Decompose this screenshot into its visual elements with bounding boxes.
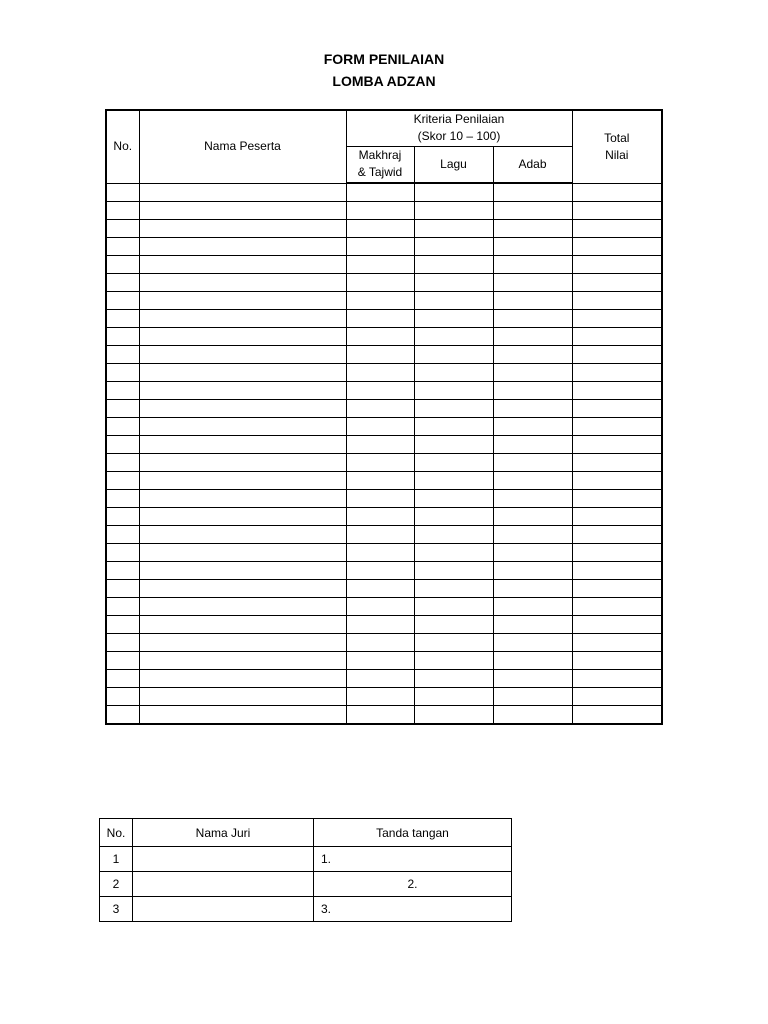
jury-header-signature: Tanda tangan: [314, 819, 512, 847]
table-row: [106, 634, 662, 652]
jury-name-cell[interactable]: [133, 897, 314, 922]
lagu-score-cell[interactable]: [414, 670, 493, 688]
row-no-cell[interactable]: [106, 346, 139, 364]
makhraj-score-cell[interactable]: [346, 310, 414, 328]
jury-row: [100, 872, 512, 897]
adab-score-cell[interactable]: [493, 418, 572, 436]
row-no-cell[interactable]: [106, 616, 139, 634]
table-row: [106, 238, 662, 256]
participant-name-cell[interactable]: [139, 454, 346, 472]
makhraj-score-cell[interactable]: [346, 382, 414, 400]
row-no-cell[interactable]: [106, 598, 139, 616]
total-score-cell[interactable]: [572, 598, 662, 616]
adab-score-cell[interactable]: [493, 688, 572, 706]
total-score-cell[interactable]: [572, 328, 662, 346]
participant-name-cell[interactable]: [139, 490, 346, 508]
participant-name-cell[interactable]: [139, 364, 346, 382]
row-no-cell[interactable]: [106, 670, 139, 688]
total-score-cell[interactable]: [572, 292, 662, 310]
row-no-cell[interactable]: [106, 688, 139, 706]
adab-score-cell[interactable]: [493, 670, 572, 688]
scoring-table-body: [106, 183, 662, 724]
adab-score-cell[interactable]: [493, 526, 572, 544]
row-no-cell[interactable]: [106, 202, 139, 220]
makhraj-score-cell[interactable]: [346, 328, 414, 346]
table-row: [106, 436, 662, 454]
header-score-range: (Skor 10 – 100): [417, 129, 501, 144]
participant-name-cell[interactable]: [139, 652, 346, 670]
makhraj-score-cell[interactable]: [346, 256, 414, 274]
adab-score-cell[interactable]: [493, 364, 572, 382]
total-score-cell[interactable]: [572, 436, 662, 454]
table-row: [106, 598, 662, 616]
table-row: [106, 346, 662, 364]
jury-row-no: 3: [100, 897, 133, 922]
participant-name-cell[interactable]: [139, 706, 346, 725]
jury-name-cell[interactable]: [133, 847, 314, 872]
makhraj-score-cell[interactable]: [346, 346, 414, 364]
adab-score-cell[interactable]: [493, 580, 572, 598]
makhraj-score-cell[interactable]: [346, 544, 414, 562]
adab-score-cell[interactable]: [493, 544, 572, 562]
total-score-cell[interactable]: [572, 238, 662, 256]
makhraj-score-cell[interactable]: [346, 418, 414, 436]
total-score-cell[interactable]: [572, 652, 662, 670]
table-row: [106, 580, 662, 598]
scoring-table: [105, 109, 663, 725]
total-score-cell[interactable]: [572, 274, 662, 292]
jury-signature-cell[interactable]: 1.: [314, 847, 512, 872]
row-no-cell[interactable]: [106, 562, 139, 580]
jury-header-name: Nama Juri: [133, 819, 314, 847]
total-score-cell[interactable]: [572, 256, 662, 274]
header-lagu: Lagu: [414, 146, 493, 183]
row-no-cell[interactable]: [106, 292, 139, 310]
adab-score-cell[interactable]: [493, 202, 572, 220]
adab-score-cell[interactable]: [493, 400, 572, 418]
makhraj-score-cell[interactable]: [346, 598, 414, 616]
table-row: [106, 526, 662, 544]
total-score-cell[interactable]: [572, 310, 662, 328]
lagu-score-cell[interactable]: [414, 418, 493, 436]
participant-name-cell[interactable]: [139, 544, 346, 562]
header-makhraj-line2: & Tajwid: [357, 165, 403, 180]
header-total: [572, 110, 662, 183]
adab-score-cell[interactable]: [493, 328, 572, 346]
adab-score-cell[interactable]: [493, 490, 572, 508]
lagu-score-cell[interactable]: [414, 220, 493, 238]
lagu-score-cell[interactable]: [414, 472, 493, 490]
adab-score-cell[interactable]: [493, 382, 572, 400]
lagu-score-cell[interactable]: [414, 328, 493, 346]
total-score-cell[interactable]: [572, 382, 662, 400]
participant-name-cell[interactable]: [139, 436, 346, 454]
makhraj-score-cell[interactable]: [346, 220, 414, 238]
total-score-cell[interactable]: [572, 202, 662, 220]
total-score-cell[interactable]: [572, 508, 662, 526]
total-score-cell[interactable]: [572, 526, 662, 544]
makhraj-score-cell[interactable]: [346, 508, 414, 526]
table-row: [106, 418, 662, 436]
table-row: [106, 310, 662, 328]
table-row: [106, 183, 662, 202]
jury-signature-cell[interactable]: 3.: [314, 897, 512, 922]
table-row: [106, 688, 662, 706]
total-score-cell[interactable]: [572, 364, 662, 382]
participant-name-cell[interactable]: [139, 256, 346, 274]
lagu-score-cell[interactable]: [414, 526, 493, 544]
lagu-score-cell[interactable]: [414, 346, 493, 364]
table-row: [106, 364, 662, 382]
lagu-score-cell[interactable]: [414, 400, 493, 418]
lagu-score-cell[interactable]: [414, 706, 493, 725]
makhraj-score-cell[interactable]: [346, 706, 414, 725]
lagu-score-cell[interactable]: [414, 652, 493, 670]
jury-row: [100, 847, 512, 872]
row-no-cell[interactable]: [106, 508, 139, 526]
makhraj-score-cell[interactable]: [346, 364, 414, 382]
makhraj-score-cell[interactable]: [346, 526, 414, 544]
participant-name-cell[interactable]: [139, 400, 346, 418]
participant-name-cell[interactable]: [139, 472, 346, 490]
participant-name-cell[interactable]: [139, 310, 346, 328]
adab-score-cell[interactable]: [493, 256, 572, 274]
adab-score-cell[interactable]: [493, 634, 572, 652]
row-no-cell[interactable]: [106, 220, 139, 238]
row-no-cell[interactable]: [106, 274, 139, 292]
participant-name-cell[interactable]: [139, 346, 346, 364]
adab-score-cell[interactable]: [493, 238, 572, 256]
lagu-score-cell[interactable]: [414, 544, 493, 562]
form-subtitle: LOMBA ADZAN: [332, 73, 436, 89]
lagu-score-cell[interactable]: [414, 292, 493, 310]
table-row: [106, 220, 662, 238]
header-no: No.: [106, 110, 139, 183]
makhraj-score-cell[interactable]: [346, 472, 414, 490]
adab-score-cell[interactable]: [493, 292, 572, 310]
row-no-cell[interactable]: [106, 418, 139, 436]
adab-score-cell[interactable]: [493, 616, 572, 634]
adab-score-cell[interactable]: [493, 436, 572, 454]
adab-score-cell[interactable]: [493, 562, 572, 580]
makhraj-score-cell[interactable]: [346, 183, 414, 202]
row-no-cell[interactable]: [106, 454, 139, 472]
total-score-cell[interactable]: [572, 544, 662, 562]
participant-name-cell[interactable]: [139, 688, 346, 706]
lagu-score-cell[interactable]: [414, 490, 493, 508]
participant-name-cell[interactable]: [139, 670, 346, 688]
makhraj-score-cell[interactable]: [346, 238, 414, 256]
makhraj-score-cell[interactable]: [346, 616, 414, 634]
makhraj-score-cell[interactable]: [346, 400, 414, 418]
total-score-cell[interactable]: [572, 183, 662, 202]
row-no-cell[interactable]: [106, 580, 139, 598]
lagu-score-cell[interactable]: [414, 202, 493, 220]
total-score-cell[interactable]: [572, 580, 662, 598]
total-score-cell[interactable]: [572, 706, 662, 725]
header-total-line2: Nilai: [605, 147, 629, 162]
adab-score-cell[interactable]: [493, 598, 572, 616]
participant-name-cell[interactable]: [139, 526, 346, 544]
participant-name-cell[interactable]: [139, 634, 346, 652]
jury-row: [100, 897, 512, 922]
makhraj-score-cell[interactable]: [346, 274, 414, 292]
table-row: [106, 562, 662, 580]
participant-name-cell[interactable]: [139, 508, 346, 526]
lagu-score-cell[interactable]: [414, 364, 493, 382]
total-score-cell[interactable]: [572, 220, 662, 238]
makhraj-score-cell[interactable]: [346, 454, 414, 472]
row-no-cell[interactable]: [106, 472, 139, 490]
jury-table: [99, 818, 512, 922]
total-score-cell[interactable]: [572, 616, 662, 634]
header-criteria-label: Kriteria Penilaian: [413, 112, 505, 127]
header-participant-name: Nama Peserta: [139, 110, 346, 183]
participant-name-cell[interactable]: [139, 382, 346, 400]
row-no-cell[interactable]: [106, 490, 139, 508]
header-makhraj: [346, 146, 414, 183]
lagu-score-cell[interactable]: [414, 688, 493, 706]
makhraj-score-cell[interactable]: [346, 634, 414, 652]
lagu-score-cell[interactable]: [414, 310, 493, 328]
row-no-cell[interactable]: [106, 436, 139, 454]
table-row: [106, 652, 662, 670]
row-no-cell[interactable]: [106, 238, 139, 256]
lagu-score-cell[interactable]: [414, 183, 493, 202]
table-row: [106, 472, 662, 490]
jury-row-no: 2: [100, 872, 133, 897]
total-score-cell[interactable]: [572, 562, 662, 580]
row-no-cell[interactable]: [106, 400, 139, 418]
row-no-cell[interactable]: [106, 526, 139, 544]
makhraj-score-cell[interactable]: [346, 436, 414, 454]
makhraj-score-cell[interactable]: [346, 292, 414, 310]
adab-score-cell[interactable]: [493, 454, 572, 472]
header-makhraj-line1: Makhraj: [358, 148, 402, 163]
table-row: [106, 274, 662, 292]
jury-signature-cell[interactable]: 2.: [314, 872, 512, 897]
participant-name-cell[interactable]: [139, 328, 346, 346]
participant-name-cell[interactable]: [139, 418, 346, 436]
total-score-cell[interactable]: [572, 454, 662, 472]
table-row: [106, 706, 662, 725]
table-row: [106, 292, 662, 310]
lagu-score-cell[interactable]: [414, 238, 493, 256]
makhraj-score-cell[interactable]: [346, 670, 414, 688]
table-row: [106, 508, 662, 526]
participant-name-cell[interactable]: [139, 183, 346, 202]
row-no-cell[interactable]: [106, 310, 139, 328]
adab-score-cell[interactable]: [493, 274, 572, 292]
row-no-cell[interactable]: [106, 183, 139, 202]
participant-name-cell[interactable]: [139, 598, 346, 616]
row-no-cell[interactable]: [106, 364, 139, 382]
table-row: [106, 670, 662, 688]
adab-score-cell[interactable]: [493, 508, 572, 526]
participant-name-cell[interactable]: [139, 292, 346, 310]
lagu-score-cell[interactable]: [414, 508, 493, 526]
row-no-cell[interactable]: [106, 328, 139, 346]
lagu-score-cell[interactable]: [414, 598, 493, 616]
makhraj-score-cell[interactable]: [346, 652, 414, 670]
table-row: [106, 490, 662, 508]
adab-score-cell[interactable]: [493, 652, 572, 670]
lagu-score-cell[interactable]: [414, 382, 493, 400]
lagu-score-cell[interactable]: [414, 616, 493, 634]
makhraj-score-cell[interactable]: [346, 202, 414, 220]
lagu-score-cell[interactable]: [414, 436, 493, 454]
table-row: [106, 544, 662, 562]
form-title: FORM PENILAIAN: [323, 51, 445, 67]
participant-name-cell[interactable]: [139, 616, 346, 634]
participant-name-cell[interactable]: [139, 274, 346, 292]
participant-name-cell[interactable]: [139, 202, 346, 220]
lagu-score-cell[interactable]: [414, 256, 493, 274]
table-row: [106, 454, 662, 472]
row-no-cell[interactable]: [106, 544, 139, 562]
adab-score-cell[interactable]: [493, 310, 572, 328]
adab-score-cell[interactable]: [493, 346, 572, 364]
participant-name-cell[interactable]: [139, 238, 346, 256]
jury-row-no: 1: [100, 847, 133, 872]
participant-name-cell[interactable]: [139, 220, 346, 238]
header-total-line1: Total: [604, 130, 630, 145]
row-no-cell[interactable]: [106, 256, 139, 274]
row-no-cell[interactable]: [106, 652, 139, 670]
total-score-cell[interactable]: [572, 400, 662, 418]
row-no-cell[interactable]: [106, 706, 139, 725]
table-row: [106, 382, 662, 400]
lagu-score-cell[interactable]: [414, 634, 493, 652]
adab-score-cell[interactable]: [493, 220, 572, 238]
total-score-cell[interactable]: [572, 490, 662, 508]
row-no-cell[interactable]: [106, 382, 139, 400]
lagu-score-cell[interactable]: [414, 274, 493, 292]
total-score-cell[interactable]: [572, 670, 662, 688]
participant-name-cell[interactable]: [139, 580, 346, 598]
table-row: [106, 328, 662, 346]
lagu-score-cell[interactable]: [414, 580, 493, 598]
adab-score-cell[interactable]: [493, 706, 572, 725]
total-score-cell[interactable]: [572, 688, 662, 706]
makhraj-score-cell[interactable]: [346, 580, 414, 598]
participant-name-cell[interactable]: [139, 562, 346, 580]
jury-header-no: No.: [100, 819, 133, 847]
total-score-cell[interactable]: [572, 634, 662, 652]
table-row: [106, 400, 662, 418]
adab-score-cell[interactable]: [493, 472, 572, 490]
total-score-cell[interactable]: [572, 472, 662, 490]
header-criteria: [346, 110, 572, 146]
makhraj-score-cell[interactable]: [346, 688, 414, 706]
table-row: [106, 616, 662, 634]
total-score-cell[interactable]: [572, 418, 662, 436]
adab-score-cell[interactable]: [493, 183, 572, 202]
makhraj-score-cell[interactable]: [346, 562, 414, 580]
header-adab: Adab: [493, 146, 572, 183]
makhraj-score-cell[interactable]: [346, 490, 414, 508]
lagu-score-cell[interactable]: [414, 562, 493, 580]
lagu-score-cell[interactable]: [414, 454, 493, 472]
jury-name-cell[interactable]: [133, 872, 314, 897]
total-score-cell[interactable]: [572, 346, 662, 364]
table-row: [106, 202, 662, 220]
row-no-cell[interactable]: [106, 634, 139, 652]
table-row: [106, 256, 662, 274]
